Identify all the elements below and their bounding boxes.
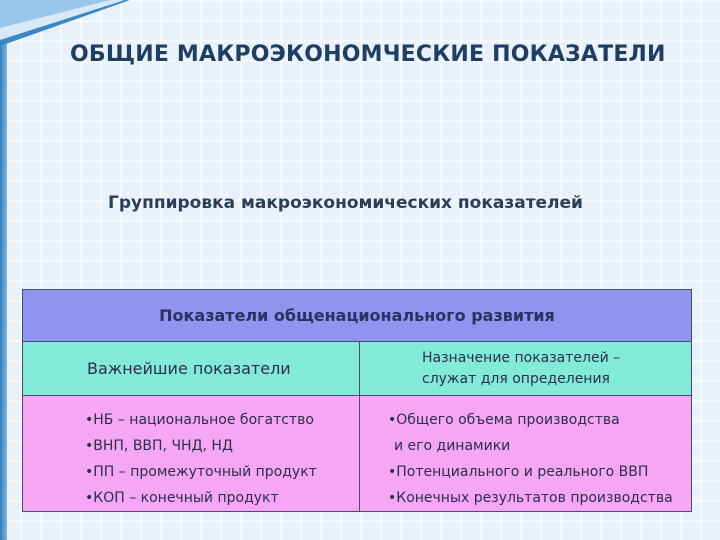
indicators-table [22,289,692,512]
list-item: •ПП – промежуточный продукт [85,464,317,480]
left-column-title: Важнейшие показатели [23,342,360,396]
table-header-row: Показатели общенационального развития [23,290,691,342]
left-column-list [23,396,360,511]
list-item: •Потенциального и реального ВВП [388,464,649,480]
list-item: •КОП – конечный продукт [85,490,279,506]
corner-fold-decoration [0,0,130,48]
left-frame-bar [0,0,7,540]
right-column-list [360,396,691,511]
right-column-title-line: служат для определения [422,370,610,387]
right-column-title-line: Назначение показателей – [422,349,621,366]
list-item: и его динамики [394,438,511,454]
slide-title: ОБЩИЕ МАКРОЭКОНОМЧЕСКИЕ ПОКАЗАТЕЛИ [70,42,666,67]
list-item: •Общего объема производства [388,412,620,428]
list-item: •НБ – национальное богатство [85,412,314,428]
list-item: •ВНП, ВВП, ЧНД, НД [85,438,233,454]
slide-subtitle: Группировка макроэкономических показателей [108,193,583,213]
right-column-title [360,342,691,396]
list-item: •Конечных результатов производства [388,490,673,506]
